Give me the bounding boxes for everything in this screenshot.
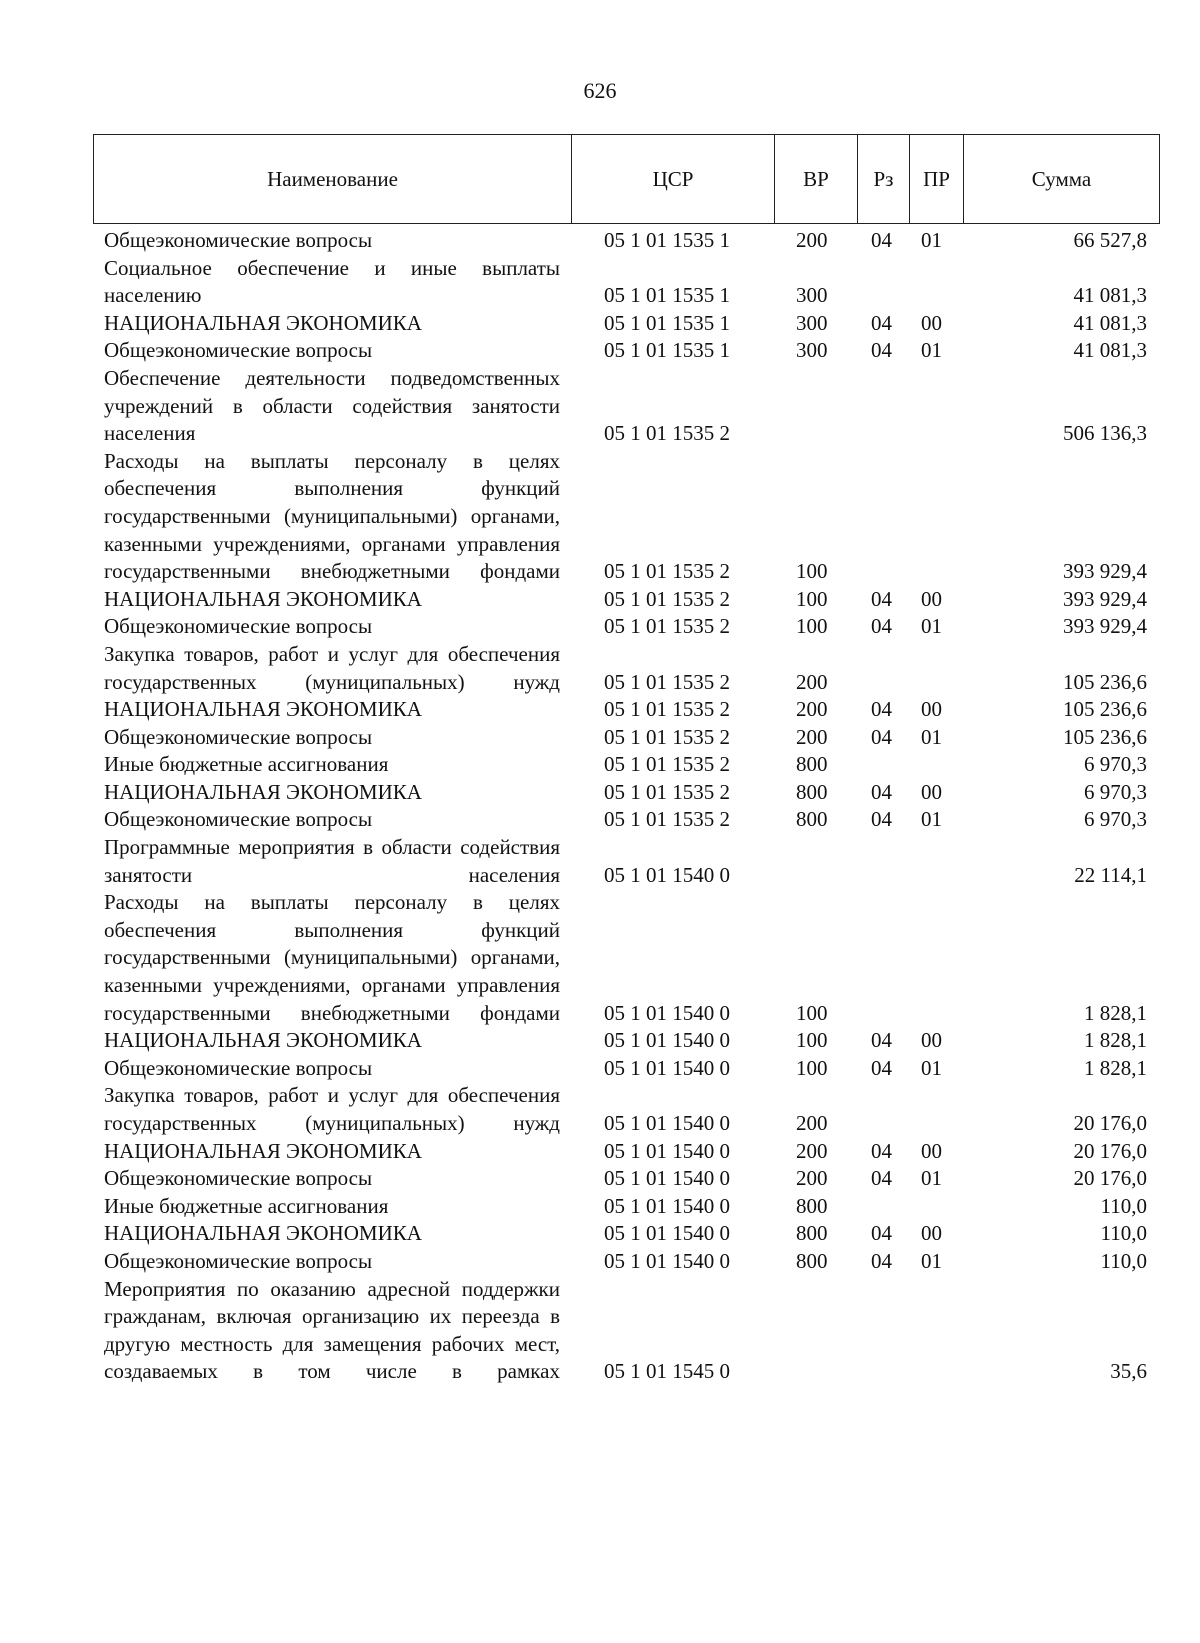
cell-rz: 04 <box>871 228 892 252</box>
cell-vr: 800 <box>796 1193 828 1218</box>
cell-rz: 04 <box>871 338 892 363</box>
cell-name: Закупка товаров, работ и услуг для обеспечения государственных (муниципальных) нужд <box>104 641 560 694</box>
cell-pr: 01 <box>921 1248 942 1273</box>
cell-rz: 04 <box>871 1138 892 1163</box>
cell-rz <box>857 751 909 779</box>
cell-name: Общеэкономические вопросы <box>104 338 373 363</box>
cell-name: Иные бюджетные ассигнования <box>104 752 389 777</box>
cell-sum: 20 176,0 <box>1073 1166 1147 1191</box>
cell-pr: 01 <box>921 1166 942 1191</box>
cell-name: Закупка товаров, работ и услуг для обеспечения государственных (муниципальных) нужд <box>104 1083 560 1135</box>
table-row <box>93 448 1159 586</box>
cell-pr <box>909 448 963 586</box>
cell-name: Общеэкономические вопросы <box>104 1166 373 1191</box>
cell-sum: 22 114,1 <box>1074 862 1147 887</box>
cell-rz <box>857 1082 909 1137</box>
table-row <box>93 1193 1159 1221</box>
cell-vr: 300 <box>796 283 828 308</box>
cell-name: Общеэкономические вопросы <box>104 614 373 639</box>
cell-rz: 04 <box>871 586 892 611</box>
cell-name: Общеэкономические вопросы <box>104 807 373 832</box>
cell-csr: 05 1 01 1540 0 <box>604 1248 730 1273</box>
table-row <box>93 255 1159 310</box>
cell-name: Общеэкономические вопросы <box>104 724 373 749</box>
cell-vr: 200 <box>796 1111 828 1135</box>
cell-csr: 05 1 01 1540 0 <box>604 1000 730 1025</box>
cell-name: НАЦИОНАЛЬНАЯ ЭКОНОМИКА <box>104 586 422 611</box>
cell-pr <box>909 889 963 1027</box>
cell-name: Обеспечение деятельности подведомственных учреждений в области содействия занятости населения <box>104 365 560 446</box>
page-number: 626 <box>583 78 617 103</box>
cell-rz <box>857 448 909 586</box>
cell-csr: 05 1 01 1540 0 <box>604 1138 730 1163</box>
cell-vr: 200 <box>796 724 828 749</box>
table-row <box>93 1082 1159 1137</box>
cell-csr: 05 1 01 1535 2 <box>604 752 730 777</box>
cell-csr: 05 1 01 1535 2 <box>604 807 730 832</box>
table-row <box>93 365 1159 448</box>
cell-vr <box>774 1276 857 1386</box>
column-header-vr: ВР <box>775 135 858 224</box>
cell-vr: 200 <box>796 228 828 252</box>
column-header-csr: ЦСР <box>572 135 775 224</box>
table-header <box>93 134 1160 224</box>
table-row <box>93 337 1159 365</box>
table-row <box>93 1248 1159 1276</box>
cell-pr: 01 <box>921 338 942 363</box>
cell-sum: 35,6 <box>1110 1359 1147 1384</box>
cell-sum: 41 081,3 <box>1073 338 1147 363</box>
cell-pr: 00 <box>921 310 942 335</box>
table-row <box>93 1165 1159 1193</box>
cell-rz <box>857 641 909 696</box>
cell-csr: 05 1 01 1535 2 <box>604 559 730 584</box>
cell-name: Общеэкономические вопросы <box>104 228 373 252</box>
budget-table <box>93 227 1159 1386</box>
cell-sum: 506 136,3 <box>1063 421 1147 446</box>
cell-pr: 01 <box>921 724 942 749</box>
cell-rz: 04 <box>871 1166 892 1191</box>
cell-pr: 01 <box>921 807 942 832</box>
cell-sum: 105 236,6 <box>1063 697 1147 722</box>
table-row <box>93 227 1159 255</box>
cell-csr: 05 1 01 1535 2 <box>604 669 730 694</box>
cell-csr: 05 1 01 1540 0 <box>604 1111 730 1135</box>
table-row <box>93 1027 1159 1055</box>
cell-csr: 05 1 01 1540 0 <box>604 862 730 887</box>
cell-sum: 20 176,0 <box>1073 1138 1147 1163</box>
cell-rz: 04 <box>871 1055 892 1080</box>
cell-rz: 04 <box>871 697 892 722</box>
cell-csr: 05 1 01 1535 2 <box>604 614 730 639</box>
table-row <box>93 1138 1159 1166</box>
cell-rz: 04 <box>871 310 892 335</box>
header-row <box>94 135 1160 224</box>
cell-pr: 00 <box>921 1221 942 1246</box>
cell-name: Программные мероприятия в области содействия занятости населения <box>104 835 560 887</box>
cell-name: НАЦИОНАЛЬНАЯ ЭКОНОМИКА <box>104 779 422 804</box>
cell-pr <box>909 751 963 779</box>
table-row <box>93 613 1159 641</box>
column-header-sum: Сумма <box>964 135 1160 224</box>
cell-sum: 110,0 <box>1100 1193 1147 1218</box>
cell-csr: 05 1 01 1540 0 <box>604 1166 730 1191</box>
cell-pr <box>909 255 963 310</box>
cell-vr: 200 <box>796 1138 828 1163</box>
cell-rz <box>857 889 909 1027</box>
cell-csr: 05 1 01 1535 2 <box>604 724 730 749</box>
cell-vr <box>774 834 857 889</box>
column-header-rz: Рз <box>858 135 910 224</box>
cell-csr: 05 1 01 1535 1 <box>604 338 730 363</box>
table-row <box>93 834 1159 889</box>
column-header-pr: ПР <box>910 135 964 224</box>
cell-name: НАЦИОНАЛЬНАЯ ЭКОНОМИКА <box>104 1221 422 1246</box>
cell-rz <box>857 1276 909 1386</box>
cell-vr: 800 <box>796 807 828 832</box>
cell-sum: 6 970,3 <box>1084 779 1147 804</box>
cell-vr: 300 <box>796 338 828 363</box>
cell-rz <box>857 1193 909 1221</box>
cell-name: Расходы на выплаты персоналу в целях обеспечения выполнения функций государственными (муниципальными) органами, казенными учреждениями, органами управления государственными внебюджетными фондами <box>104 448 560 584</box>
cell-pr: 00 <box>921 1138 942 1163</box>
cell-pr <box>909 1276 963 1386</box>
cell-name: НАЦИОНАЛЬНАЯ ЭКОНОМИКА <box>104 310 422 335</box>
cell-vr: 800 <box>796 1248 828 1273</box>
cell-name: НАЦИОНАЛЬНАЯ ЭКОНОМИКА <box>104 697 422 722</box>
cell-sum: 41 081,3 <box>1073 283 1147 308</box>
cell-pr <box>909 365 963 448</box>
cell-csr: 05 1 01 1535 1 <box>604 310 730 335</box>
cell-pr: 01 <box>921 1055 942 1080</box>
cell-name: Расходы на выплаты персоналу в целях обеспечения выполнения функций государственными (муниципальными) органами, казенными учреждениями, органами управления государственными внебюджетными фондами <box>104 890 560 1025</box>
cell-rz <box>857 834 909 889</box>
cell-rz: 04 <box>871 1248 892 1273</box>
cell-name: Общеэкономические вопросы <box>104 1248 373 1273</box>
cell-sum: 1 828,1 <box>1084 1000 1147 1025</box>
cell-sum: 66 527,8 <box>1073 228 1147 252</box>
cell-csr: 05 1 01 1535 2 <box>604 697 730 722</box>
cell-csr: 05 1 01 1545 0 <box>604 1359 730 1384</box>
cell-vr: 100 <box>796 614 828 639</box>
cell-pr: 01 <box>921 228 942 252</box>
cell-vr <box>774 365 857 448</box>
cell-vr: 100 <box>796 586 828 611</box>
cell-rz <box>857 365 909 448</box>
cell-csr: 05 1 01 1540 0 <box>604 1055 730 1080</box>
cell-name: Мероприятия по оказанию адресной поддержки гражданам, включая организацию их переезда в другую местность для замещения рабочих мест, создаваемых в том числе в рамках <box>104 1276 560 1384</box>
table-row <box>93 1055 1159 1083</box>
cell-csr: 05 1 01 1535 2 <box>604 421 730 446</box>
cell-vr: 200 <box>796 1166 828 1191</box>
cell-pr: 00 <box>921 697 942 722</box>
cell-sum: 393 929,4 <box>1063 614 1147 639</box>
cell-sum: 6 970,3 <box>1084 752 1147 777</box>
cell-vr: 100 <box>796 1028 828 1053</box>
cell-sum: 110,0 <box>1100 1248 1147 1273</box>
cell-csr: 05 1 01 1540 0 <box>604 1193 730 1218</box>
cell-sum: 6 970,3 <box>1084 807 1147 832</box>
cell-csr: 05 1 01 1535 1 <box>604 228 730 252</box>
cell-csr: 05 1 01 1535 2 <box>604 779 730 804</box>
cell-sum: 1 828,1 <box>1084 1028 1147 1053</box>
table-row <box>93 1276 1159 1386</box>
cell-vr: 200 <box>796 669 828 694</box>
cell-sum: 1 828,1 <box>1084 1055 1147 1080</box>
table-row <box>93 806 1159 834</box>
cell-rz: 04 <box>871 614 892 639</box>
cell-vr: 100 <box>796 1055 828 1080</box>
cell-pr <box>909 1193 963 1221</box>
cell-rz: 04 <box>871 724 892 749</box>
cell-pr <box>909 641 963 696</box>
table-row <box>93 724 1159 752</box>
table-row <box>93 1220 1159 1248</box>
cell-vr: 300 <box>796 310 828 335</box>
table-row <box>93 310 1159 338</box>
cell-vr: 100 <box>796 1000 828 1025</box>
cell-pr <box>909 1082 963 1137</box>
table-row <box>93 641 1159 696</box>
table-row <box>93 779 1159 807</box>
cell-name: Иные бюджетные ассигнования <box>104 1193 389 1218</box>
cell-vr: 100 <box>796 559 828 584</box>
cell-rz <box>857 255 909 310</box>
cell-rz: 04 <box>871 779 892 804</box>
cell-csr: 05 1 01 1540 0 <box>604 1028 730 1053</box>
cell-sum: 41 081,3 <box>1073 310 1147 335</box>
cell-rz: 04 <box>871 1221 892 1246</box>
cell-rz: 04 <box>871 1028 892 1053</box>
cell-name: Социальное обеспечение и иные выплаты населению <box>104 255 560 308</box>
cell-csr: 05 1 01 1540 0 <box>604 1221 730 1246</box>
cell-pr: 00 <box>921 586 942 611</box>
cell-vr: 200 <box>796 697 828 722</box>
cell-vr: 800 <box>796 1221 828 1246</box>
table-row <box>93 586 1159 614</box>
cell-vr: 800 <box>796 779 828 804</box>
table-body <box>93 227 1159 1386</box>
cell-sum: 105 236,6 <box>1063 669 1147 694</box>
table-row <box>93 751 1159 779</box>
table-row <box>93 696 1159 724</box>
cell-pr <box>909 834 963 889</box>
cell-name: НАЦИОНАЛЬНАЯ ЭКОНОМИКА <box>104 1138 422 1163</box>
cell-rz: 04 <box>871 807 892 832</box>
cell-sum: 105 236,6 <box>1063 724 1147 749</box>
cell-vr: 800 <box>796 752 828 777</box>
cell-name: Общеэкономические вопросы <box>104 1055 373 1080</box>
cell-sum: 393 929,4 <box>1063 559 1147 584</box>
column-header-name: Наименование <box>94 135 572 224</box>
cell-csr: 05 1 01 1535 2 <box>604 586 730 611</box>
cell-csr: 05 1 01 1535 1 <box>604 283 730 308</box>
cell-pr: 01 <box>921 614 942 639</box>
cell-pr: 00 <box>921 1028 942 1053</box>
table-row <box>93 889 1159 1027</box>
cell-sum: 110,0 <box>1100 1221 1147 1246</box>
cell-pr: 00 <box>921 779 942 804</box>
cell-sum: 20 176,0 <box>1073 1111 1147 1135</box>
cell-sum: 393 929,4 <box>1063 586 1147 611</box>
cell-name: НАЦИОНАЛЬНАЯ ЭКОНОМИКА <box>104 1028 422 1053</box>
